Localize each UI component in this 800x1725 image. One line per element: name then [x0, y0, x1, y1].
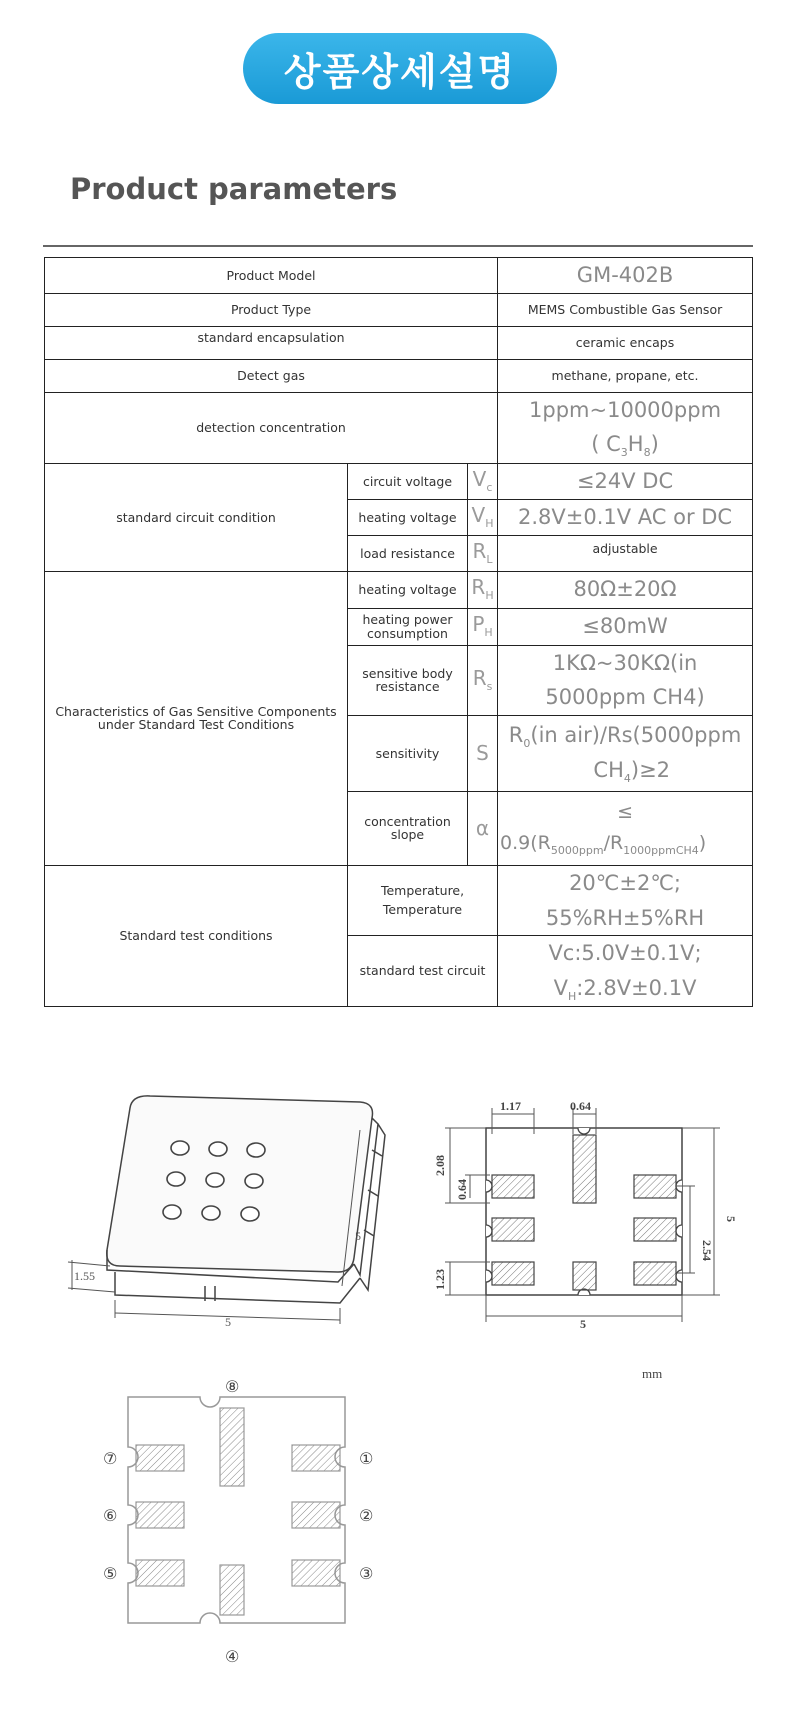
heating-voltage2-value: 80Ω±20Ω: [498, 571, 753, 608]
pin-8-label: ⑧: [225, 1377, 240, 1396]
table-row: [45, 865, 753, 935]
pin-6-label: ⑥: [103, 1506, 118, 1525]
table-row: [45, 571, 753, 608]
gas-vent-holes: [163, 1141, 265, 1221]
pin-4-label: ④: [225, 1647, 240, 1666]
heating-voltage2-symbol: [468, 571, 498, 608]
table-row: [45, 258, 753, 294]
formula-sub: 0: [523, 737, 531, 751]
sensitive-body-line2: 5000ppm CH4): [545, 685, 705, 710]
load-resistance-symbol: [468, 535, 498, 571]
formula-part: /R: [603, 832, 624, 855]
formula-part: )≥2: [630, 758, 671, 783]
symbol-letter: R: [472, 538, 487, 563]
symbol-letter: V: [471, 502, 486, 527]
sensitivity-value: [498, 715, 753, 791]
symbol-letter: R: [472, 665, 487, 690]
temperature-label: Temperature, Temperature: [348, 865, 498, 935]
formula-sub: 3: [620, 446, 628, 460]
heating-voltage-symbol: [468, 499, 498, 535]
heating-power-value: ≤80mW: [498, 608, 753, 645]
detection-concentration-line2: [500, 427, 750, 462]
detection-concentration-line1: 1ppm~10000ppm: [529, 397, 722, 422]
formula-sub: 1000ppmCH4: [623, 843, 699, 857]
isometric-package-drawing: [60, 1090, 400, 1380]
formula-part: :2.8V±0.1V: [576, 975, 697, 1000]
heating-voltage2-label: heating voltage: [348, 571, 468, 608]
detail-banner: [243, 33, 557, 104]
temperature-value: [498, 865, 753, 935]
product-model-label: Product Model: [45, 258, 498, 294]
heating-power-symbol: [468, 608, 498, 645]
symbol-sub: H: [485, 516, 494, 530]
symbol-letter: V: [472, 466, 487, 491]
dim-1-17: 1.17: [500, 1099, 521, 1113]
symbol-sub: H: [485, 589, 494, 603]
circuit-voltage-symbol: [468, 463, 498, 499]
formula-sub: 8: [643, 446, 651, 460]
formula-part: ( C: [591, 432, 621, 457]
sensitive-body-value: [498, 645, 753, 715]
formula-part: 0.9(R: [500, 832, 551, 855]
product-type-label: Product Type: [45, 293, 498, 326]
formula-part: V: [553, 975, 568, 1000]
dim-5-horizontal: 5: [580, 1317, 586, 1331]
temperature-line2: 55%RH±5%RH: [545, 905, 705, 930]
product-model-value: GM-402B: [498, 258, 753, 294]
concentration-slope-label: concentration slope: [348, 791, 468, 865]
formula-part: CH: [593, 758, 624, 783]
heating-voltage-label: heating voltage: [348, 499, 468, 535]
load-resistance-value: adjustable: [498, 535, 753, 571]
iso-dim-height: 1.55: [74, 1269, 95, 1283]
symbol-sub: H: [484, 626, 493, 640]
load-resistance-label: load resistance: [348, 535, 468, 571]
formula-sub: 4: [623, 772, 631, 786]
pin-5-label: ⑤: [103, 1564, 118, 1583]
circuit-voltage-value: ≤24V DC: [498, 463, 753, 499]
formula-part: ): [650, 432, 659, 457]
dim-0-64-top: 0.64: [570, 1099, 591, 1113]
sensitive-body-label: sensitive body resistance: [348, 645, 468, 715]
sensitivity-label: sensitivity: [348, 715, 468, 791]
iso-dim-depth: 5: [355, 1229, 361, 1243]
top-view-dimension-drawing: [420, 1090, 765, 1400]
pin-2-label: ②: [359, 1506, 374, 1525]
encapsulation-value: ceramic encaps: [498, 326, 753, 359]
temperature-line1: 20℃±2℃;: [569, 870, 681, 895]
title-divider: [43, 245, 753, 247]
table-row: [45, 293, 753, 326]
product-type-value: MEMS Combustible Gas Sensor: [498, 293, 753, 326]
test-circuit-value: [498, 936, 753, 1007]
test-circuit-line1: Vc:5.0V±0.1V;: [548, 941, 702, 966]
detection-concentration-value: [498, 392, 753, 463]
symbol-sub: c: [486, 480, 493, 494]
symbol-sub: L: [486, 552, 493, 566]
pin-3-label: ③: [359, 1564, 374, 1583]
circuit-voltage-label: circuit voltage: [348, 463, 468, 499]
sensitivity-line2: [500, 753, 750, 788]
test-circuit-line2: [500, 971, 750, 1006]
formula-part: R: [508, 723, 524, 748]
formula-part: H: [627, 432, 644, 457]
formula-sub: 5000ppm: [550, 843, 604, 857]
package-top-face: [107, 1096, 373, 1272]
section-title: Product parameters: [70, 172, 398, 206]
encapsulation-label: standard encapsulation: [45, 326, 498, 359]
symbol-letter: P: [472, 612, 485, 637]
dim-1-23: 1.23: [433, 1269, 447, 1290]
heating-voltage-value: 2.8V±0.1V AC or DC: [498, 499, 753, 535]
sensitive-body-line1: 1KΩ~30KΩ(in: [552, 650, 698, 675]
test-conditions-label: Standard test conditions: [45, 865, 348, 1006]
pin-1-label: ①: [359, 1449, 374, 1468]
table-row: [45, 326, 753, 359]
concentration-slope-line2: [500, 828, 750, 860]
unit-label: mm: [642, 1366, 663, 1381]
dim-2-08: 2.08: [433, 1155, 447, 1176]
sensitive-body-symbol: [468, 645, 498, 715]
concentration-slope-symbol: α: [468, 791, 498, 865]
characteristics-label: Characteristics of Gas Sensitive Components under Standard Test Conditions: [45, 571, 348, 865]
banner-text: 상품상세설명: [283, 50, 517, 94]
formula-part: ): [698, 832, 707, 855]
concentration-slope-value: [498, 791, 753, 865]
sensitivity-symbol: S: [468, 715, 498, 791]
formula-sub: H: [567, 990, 577, 1003]
symbol-letter: R: [471, 575, 486, 600]
table-row: [45, 392, 753, 463]
parameters-table: [44, 257, 753, 1007]
dim-0-64-side: 0.64: [455, 1179, 469, 1200]
formula-part: (in air)/Rs(5000ppm: [530, 723, 742, 748]
solder-pads: [492, 1135, 676, 1290]
detect-gas-value: methane, propane, etc.: [498, 359, 753, 392]
dim-5-vertical: 5: [724, 1216, 738, 1222]
concentration-slope-line1: ≤: [617, 800, 633, 823]
table-row: [45, 359, 753, 392]
test-circuit-label: standard test circuit: [348, 936, 498, 1007]
pinout-diagram: [80, 1375, 380, 1675]
symbol-sub: s: [486, 679, 493, 693]
sensitivity-line1: [500, 718, 750, 753]
circuit-condition-label: standard circuit condition: [45, 463, 348, 571]
detection-concentration-label: detection concentration: [45, 392, 498, 463]
detect-gas-label: Detect gas: [45, 359, 498, 392]
heating-power-label: heating power consumption: [348, 608, 468, 645]
iso-dim-width: 5: [225, 1315, 231, 1329]
table-row: [45, 463, 753, 499]
pin-7-label: ⑦: [103, 1449, 118, 1468]
dim-2-54: 2.54: [700, 1240, 714, 1261]
